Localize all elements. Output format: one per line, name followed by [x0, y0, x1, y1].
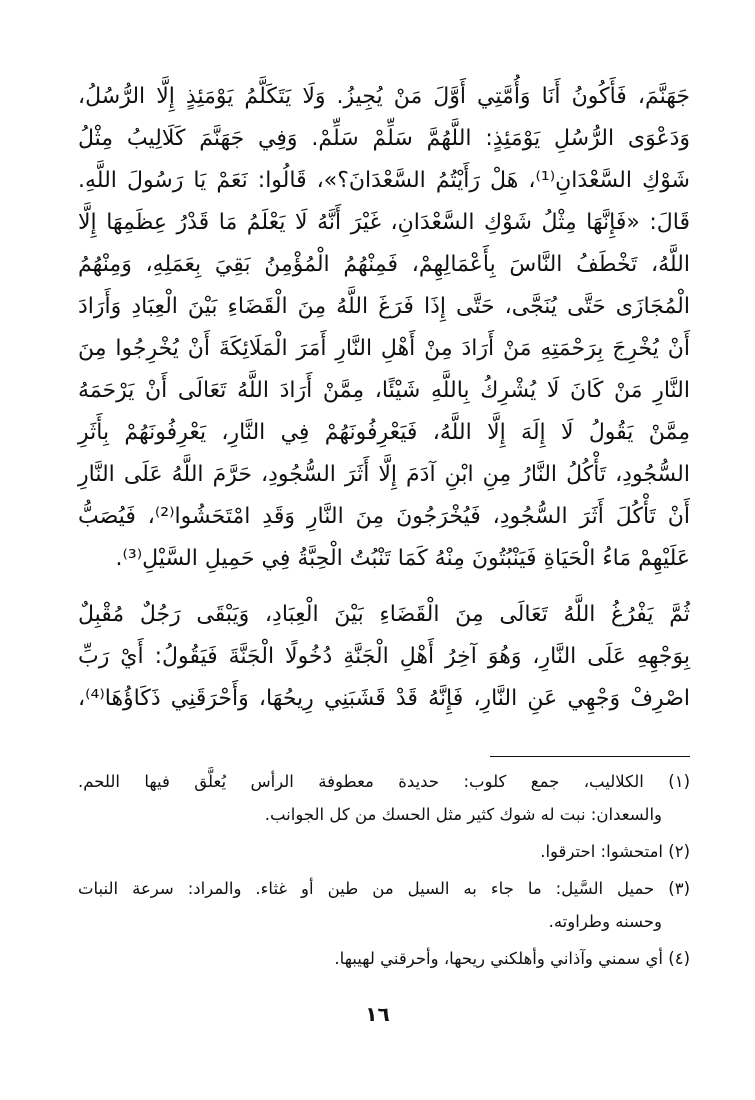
body-line: بِوَجْهِهِ عَلَى النَّارِ، وَهُوَ آخِرُ أَهْلِ الْجَنَّةِ دُخُولًا الْجَنَّةَ فَيَقُولُ: أَيْ رَبِّ — [78, 644, 690, 669]
body-line: شَوْكِ السَّعْدَانِ⁽¹⁾، هَلْ رَأَيْتُمُ السَّعْدَانَ؟»، قَالُوا: نَعَمْ يَا رَسُولَ اللَّهِ. — [78, 168, 690, 193]
page-number: ١٦ — [365, 1002, 390, 1026]
footnote-4 — [78, 942, 690, 975]
footnote-marker: (٢) — [668, 842, 690, 861]
body-line: مِمَّنْ يَقُولُ لَا إِلَهَ إِلَّا اللَّهُ، فَيَعْرِفُونَهُمْ فِي النَّارِ، يَعْرِفُونَهُمْ بِأَثَرِ — [78, 420, 690, 445]
footnote-marker: (٤) — [668, 949, 690, 968]
body-line: الْمُجَازَى حَتَّى يُنَجَّى، حَتَّى إِذَا فَرَغَ اللَّهُ مِنَ الْقَضَاءِ بَيْنَ الْعِبَادِ وَأَرَادَ — [78, 294, 690, 319]
footnote-marker: (١) — [668, 772, 690, 791]
footnote-2 — [78, 835, 690, 868]
main-text — [78, 76, 690, 720]
footnote-text: الكلاليب، جمع كلوب: حديدة معطوفة الرأس يُعلَّق فيها اللحم. — [78, 772, 644, 791]
body-line: اللَّهُ، تَخْطَفُ النَّاسَ بِأَعْمَالِهِمْ، فَمِنْهُمُ الْمُؤْمِنُ بَقِيَ بِعَمَلِهِ، وَمِنْهُمُ — [78, 252, 690, 277]
body-line: قَالَ: «فَإِنَّهَا مِثْلُ شَوْكِ السَّعْدَانِ، غَيْرَ أَنَّهُ لَا يَعْلَمُ مَا قَدْرُ عِظَمِهَا إِلَّا — [78, 210, 690, 235]
body-line: السُّجُودِ، تَأْكُلُ النَّارُ مِنِ ابْنِ آدَمَ إِلَّا أَثَرَ السُّجُودِ، حَرَّمَ اللَّهُ عَلَى النَّارِ — [78, 462, 690, 487]
footnote-3 — [78, 872, 690, 905]
footnote-divider — [490, 756, 690, 757]
footnote-text: أي سمني وآذاني وأهلكني ريحها، وأحرقني لهيبها. — [334, 949, 663, 968]
page-content — [78, 76, 690, 975]
footnote-text: امتحشوا: احترقوا. — [540, 842, 663, 861]
footnote-1-continued: والسعدان: نبت له شوك كثير مثل الحسك من كل الجوانب. — [264, 805, 662, 824]
footnote-1 — [78, 765, 690, 798]
body-line: أَنْ تَأْكُلَ أَثَرَ السُّجُودِ، فَيُخْرَجُونَ مِنَ النَّارِ وَقَدِ امْتَحَشُوا⁽²⁾، فَيُصَبُّ — [78, 504, 690, 529]
body-line: عَلَيْهِمْ مَاءُ الْحَيَاةِ فَيَنْبُتُونَ مِنْهُ كَمَا تَنْبُتُ الْحِبَّةُ فِي حَمِيلِ السَّيْلِ⁽³⁾. — [115, 546, 690, 571]
footnotes — [78, 765, 690, 975]
footnote-marker: (٣) — [668, 879, 691, 898]
body-line: جَهَنَّمَ، فَأَكُونُ أَنَا وَأُمَّتِي أَوَّلَ مَنْ يُجِيزُ. وَلَا يَتَكَلَّمُ يَوْمَئِذٍ إِلَّا الرُّسُلُ، — [78, 84, 690, 109]
body-line: أَنْ يُخْرِجَ بِرَحْمَتِهِ مَنْ أَرَادَ مِنْ أَهْلِ النَّارِ أَمَرَ الْمَلَائِكَةَ أَنْ يُخْرِجُوا مِنَ — [78, 336, 690, 361]
body-line: اصْرِفْ وَجْهِي عَنِ النَّارِ، فَإِنَّهُ قَدْ قَشَبَنِي رِيحُهَا، وَأَحْرَقَنِي ذَكَاؤُهَا⁽⁴⁾، — [78, 686, 690, 711]
body-line: النَّارِ مَنْ كَانَ لَا يُشْرِكُ بِاللَّهِ شَيْئًا، مِمَّنْ أَرَادَ اللَّهُ تَعَالَى أَنْ يَرْحَمَهُ — [78, 378, 690, 403]
body-line: ثُمَّ يَفْرُغُ اللَّهُ تَعَالَى مِنَ الْقَضَاءِ بَيْنَ الْعِبَادِ، وَيَبْقَى رَجُلٌ مُقْبِلٌ — [78, 602, 690, 627]
footnote-text: حميل السَّيل: ما جاء به السيل من طين أو غثاء. والمراد: سرعة النبات — [78, 879, 655, 898]
footnote-3-continued: وحسنه وطراوته. — [548, 912, 662, 931]
body-line: وَدَعْوَى الرُّسُلِ يَوْمَئِذٍ: اللَّهُمَّ سَلِّمْ سَلِّمْ. وَفِي جَهَنَّمَ كَلَالِيبُ مِثْلُ — [78, 126, 690, 151]
